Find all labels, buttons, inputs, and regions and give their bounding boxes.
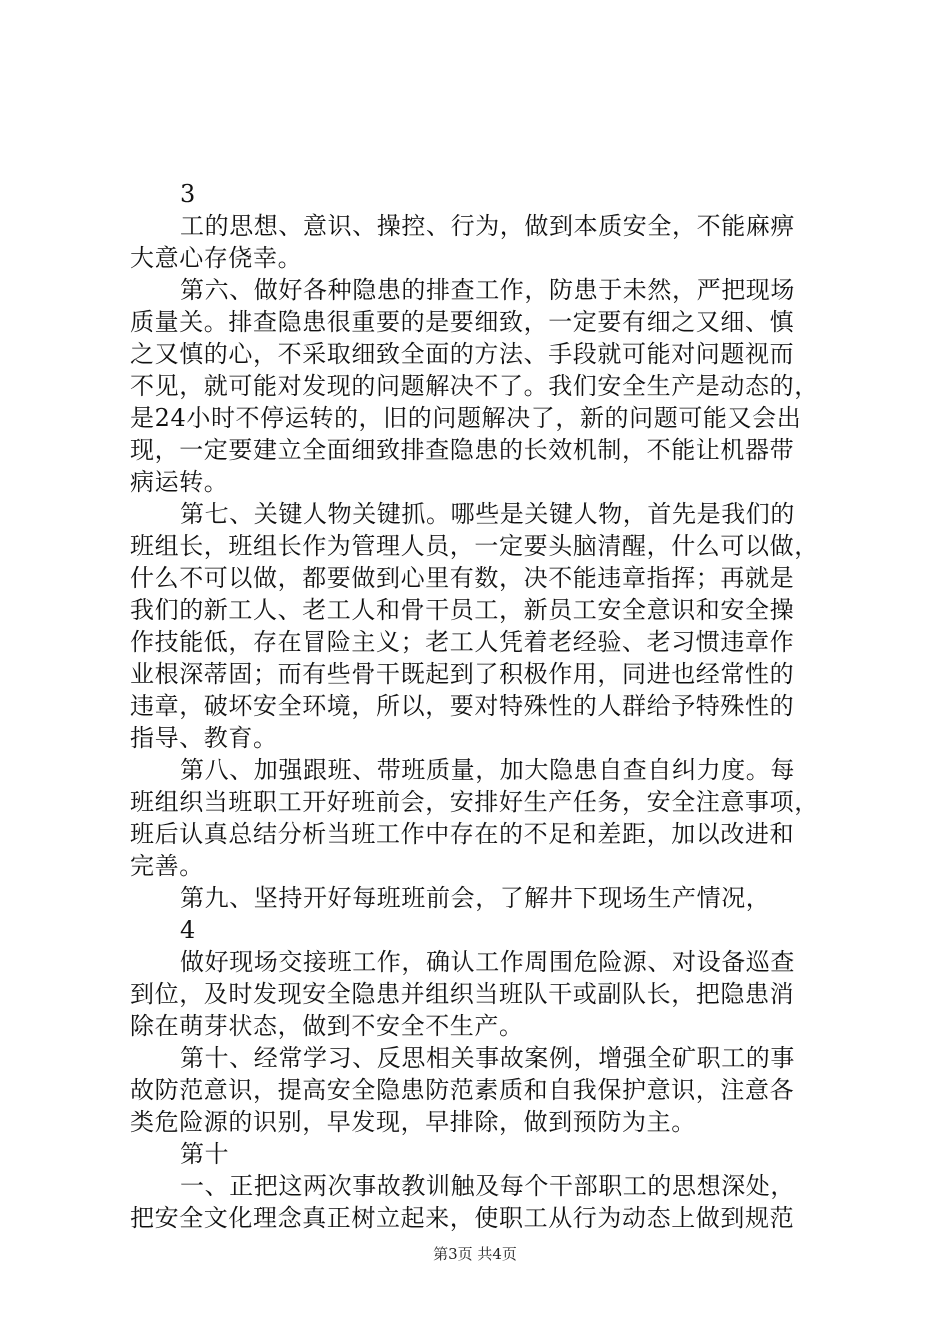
text-line: 质量关。排查隐患很重要的是要细致，一定要有细之又细、慎 <box>130 308 795 336</box>
page-number-marker: 4 <box>180 916 196 944</box>
text-line: 第十 <box>180 1140 230 1168</box>
text-line: 第十、经常学习、反思相关事故案例，增强全矿职工的事 <box>180 1044 795 1072</box>
text-line: 除在萌芽状态，做到不安全不生产。 <box>130 1012 524 1040</box>
text-line: 作技能低，存在冒险主义；老工人凭着老经验、老习惯违章作 <box>130 628 795 656</box>
text-line: 工的思想、意识、操控、行为，做到本质安全，不能麻痹 <box>180 212 795 240</box>
text-line: 病运转。 <box>130 468 229 496</box>
text-line: 不见，就可能对发现的问题解决不了。我们安全生产是动态的， <box>130 372 819 400</box>
text-line: 指导、教育。 <box>130 724 278 752</box>
text-line: 什么不可以做，都要做到心里有数，决不能违章指挥；再就是 <box>130 564 795 592</box>
text-line: 故防范意识，提高安全隐患防范素质和自我保护意识，注意各 <box>130 1076 795 1104</box>
text-line: 第六、做好各种隐患的排查工作，防患于未然，严把现场 <box>180 276 795 304</box>
text-line: 类危险源的识别，早发现，早排除，做到预防为主。 <box>130 1108 696 1136</box>
page-footer: 第3页 共4页 <box>433 1245 517 1263</box>
text-line: 做好现场交接班工作，确认工作周围危险源、对设备巡查 <box>180 948 795 976</box>
text-line: 把安全文化理念真正树立起来，使职工从行为动态上做到规范 <box>130 1204 795 1232</box>
text-line: 之又慎的心，不采取细致全面的方法、手段就可能对问题视而 <box>130 340 795 368</box>
text-line: 现，一定要建立全面细致排查隐患的长效机制，不能让机器带 <box>130 436 795 464</box>
text-line: 班后认真总结分析当班工作中存在的不足和差距，加以改进和 <box>130 820 795 848</box>
text-line: 班组长，班组长作为管理人员，一定要头脑清醒，什么可以做， <box>130 532 819 560</box>
text-line: 第七、关键人物关键抓。哪些是关键人物，首先是我们的 <box>180 500 795 528</box>
text-line: 是24小时不停运转的，旧的问题解决了，新的问题可能又会出 <box>130 404 802 432</box>
text-line: 大意心存侥幸。 <box>130 244 303 272</box>
text-line: 班组织当班职工开好班前会，安排好生产任务，安全注意事项， <box>130 788 819 816</box>
text-line: 到位，及时发现安全隐患并组织当班队干或副队长，把隐患消 <box>130 980 795 1008</box>
text-line: 第八、加强跟班、带班质量，加大隐患自查自纠力度。每 <box>180 756 795 784</box>
text-line: 违章，破坏安全环境，所以，要对特殊性的人群给予特殊性的 <box>130 692 795 720</box>
text-line: 我们的新工人、老工人和骨干员工，新员工安全意识和安全操 <box>130 596 795 624</box>
text-line: 第九、坚持开好每班班前会，了解井下现场生产情况， <box>180 884 771 912</box>
text-line: 完善。 <box>130 852 204 880</box>
text-line: 业根深蒂固；而有些骨干既起到了积极作用，同进也经常性的 <box>130 660 795 688</box>
document-body <box>130 178 835 1234</box>
page-number-marker: 3 <box>180 180 196 208</box>
text-line: 一、正把这两次事故教训触及每个干部职工的思想深处， <box>180 1172 795 1200</box>
